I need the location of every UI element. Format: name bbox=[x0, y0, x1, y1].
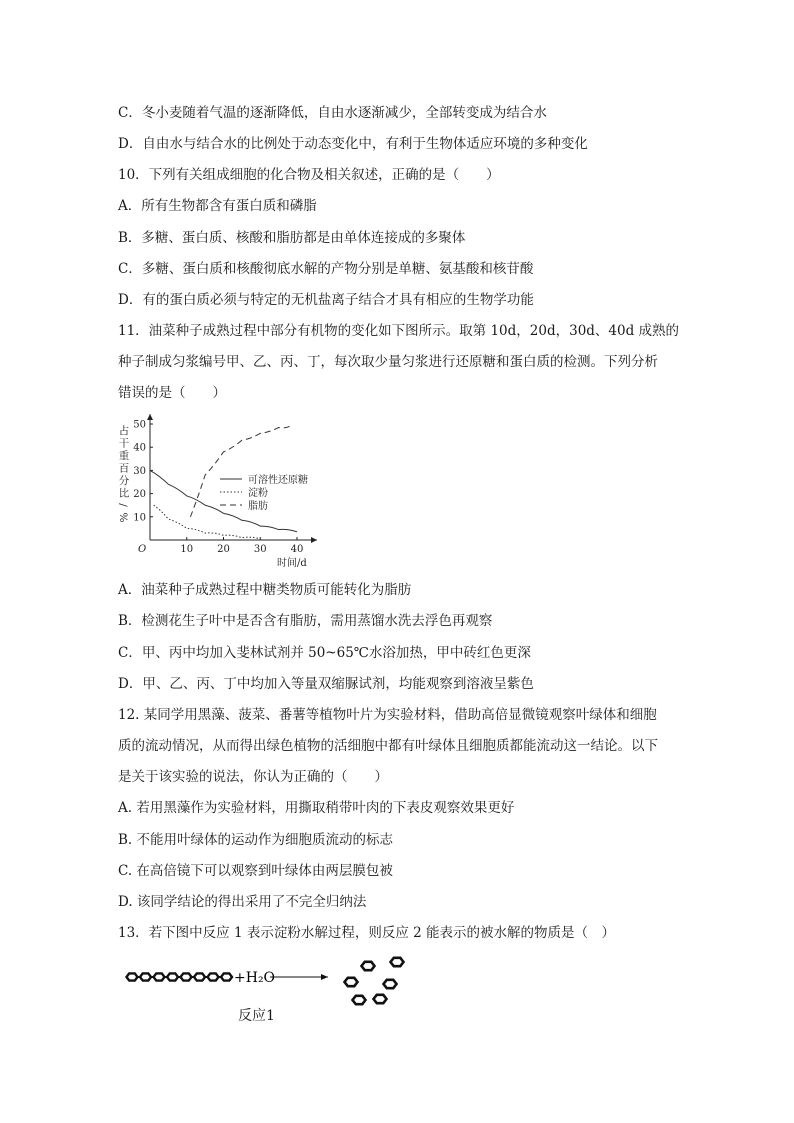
y-axis-label-char: 百 bbox=[118, 462, 130, 475]
y-axis-label-char: 干 bbox=[118, 437, 130, 450]
series-line-dashed bbox=[190, 426, 289, 516]
glucose-unit-icon bbox=[208, 973, 219, 980]
legend-label: 淀粉 bbox=[248, 488, 268, 499]
glucose-unit-icon bbox=[154, 973, 165, 980]
y-axis-label-char: 比 bbox=[118, 487, 130, 500]
glucose-product-icon bbox=[391, 958, 404, 966]
chart-legend bbox=[220, 473, 308, 512]
y-axis-arrow bbox=[147, 414, 153, 420]
glucose-product-icon bbox=[362, 962, 375, 970]
y-tick-label: 50 bbox=[133, 419, 146, 431]
y-tick-label: 30 bbox=[133, 465, 146, 477]
question-11: 11．油菜种子成熟过程中部分有机物的变化如下图所示。取第 10d，20d，30d、40d 成熟的 bbox=[118, 323, 680, 339]
legend-label: 可溶性还原糖 bbox=[248, 475, 308, 486]
option-line: C. 在高倍镜下可以观察到叶绿体由两层膜包被 bbox=[118, 863, 393, 879]
arrow-head-icon bbox=[321, 974, 328, 980]
y-tick-label: 20 bbox=[133, 489, 146, 501]
question-11-cont: 错误的是（ ） bbox=[118, 385, 226, 401]
x-tick-label: 40 bbox=[290, 544, 304, 555]
glucose-unit-icon bbox=[181, 973, 192, 980]
glucose-unit-icon bbox=[140, 973, 151, 980]
question-11-cont: 种子制成匀浆编号甲、乙、丙、丁，每次取少量匀浆进行还原糖和蛋白质的检测。下列分析 bbox=[118, 354, 658, 370]
x-tick-label: 20 bbox=[217, 544, 230, 555]
legend-label: 脂肪 bbox=[248, 501, 268, 512]
reaction-1-label: 反应1 bbox=[238, 1008, 275, 1024]
y-axis-label-char: % bbox=[117, 512, 129, 523]
option-line: B. 不能用叶绿体的运动作为细胞质流动的标志 bbox=[118, 832, 394, 848]
glucose-unit-icon bbox=[167, 973, 178, 980]
glucose-unit-icon bbox=[194, 973, 205, 980]
option-line: D．有的蛋白质必须与特定的无机盐离子结合才具有相应的生物学功能 bbox=[118, 292, 534, 308]
y-axis-label-char: / bbox=[117, 503, 129, 507]
x-tick-label: 10 bbox=[180, 544, 194, 555]
y-tick-label: 10 bbox=[133, 512, 146, 524]
x-tick-label: 30 bbox=[253, 544, 267, 555]
glucose-product-icon bbox=[384, 980, 397, 988]
option-line: A．所有生物都含有蛋白质和磷脂 bbox=[118, 198, 317, 214]
option-line: B．多糖、蛋白质、核酸和脂肪都是由单体连接成的多聚体 bbox=[118, 230, 466, 246]
option-line: A．油菜种子成熟过程中糖类物质可能转化为脂肪 bbox=[118, 582, 412, 598]
option-line: D．甲、乙、丙、丁中均加入等量双缩脲试剂，均能观察到溶液呈紫色 bbox=[118, 676, 534, 692]
question-10: 10．下列有关组成细胞的化合物及相关叙述，正确的是（ ） bbox=[118, 167, 500, 183]
series-line-dotted bbox=[154, 505, 261, 539]
question-13: 13．若下图中反应 1 表示淀粉水解过程，则反应 2 能表示的被水解的物质是（ ） bbox=[118, 925, 616, 941]
option-line: C．甲、丙中均加入斐林试剂并 50~65℃水浴加热，甲中砖红色更深 bbox=[118, 645, 531, 661]
option-line: C．多糖、蛋白质和核酸彻底水解的产物分别是单糖、氨基酸和核苷酸 bbox=[118, 261, 534, 277]
question-12: 12. 某同学用黑藻、菠菜、番薯等植物叶片为实验材料，借助高倍显微镜观察叶绿体和细胞 bbox=[118, 707, 657, 723]
x-axis-label: 时间/d bbox=[277, 558, 307, 569]
y-axis-label-char: 占 bbox=[118, 425, 130, 437]
option-line: C．冬小麦随着气温的逐渐降低，自由水逐渐减少，全部转变成为结合水 bbox=[118, 105, 547, 121]
glucose-product-icon bbox=[345, 978, 358, 986]
x-axis-arrow bbox=[311, 537, 317, 543]
option-line: D. 该同学结论的得出采用了不完全归纳法 bbox=[118, 894, 367, 910]
y-axis-label-char: 分 bbox=[118, 475, 130, 487]
water-label: +H₂O bbox=[234, 970, 276, 986]
chart-axes bbox=[117, 414, 317, 569]
glucose-unit-icon bbox=[127, 973, 138, 980]
origin-label: O bbox=[138, 544, 147, 555]
option-line: A. 若用黑藻作为实验材料，用撕取稍带叶肉的下表皮观察效果更好 bbox=[118, 800, 515, 816]
glucose-unit-icon bbox=[221, 973, 232, 980]
reaction-1-diagram bbox=[118, 955, 418, 1010]
glucose-product-icon bbox=[353, 996, 366, 1004]
glucose-product-icon bbox=[374, 995, 387, 1003]
question-12-cont: 是关于该实验的说法，你认为正确的（ ） bbox=[118, 769, 388, 785]
option-line: B．检测花生子叶中是否含有脂肪，需用蒸馏水洗去浮色再观察 bbox=[118, 613, 493, 629]
line-chart bbox=[112, 412, 332, 577]
question-12-cont: 质的流动情况，从而得出绿色植物的活细胞中都有叶绿体且细胞质都能流动这一结论。以下 bbox=[118, 738, 658, 754]
option-line: D．自由水与结合水的比例处于动态变化中，有利于生物体适应环境的多种变化 bbox=[118, 136, 588, 152]
y-tick-label: 40 bbox=[133, 442, 146, 454]
y-axis-label-char: 重 bbox=[118, 450, 130, 462]
